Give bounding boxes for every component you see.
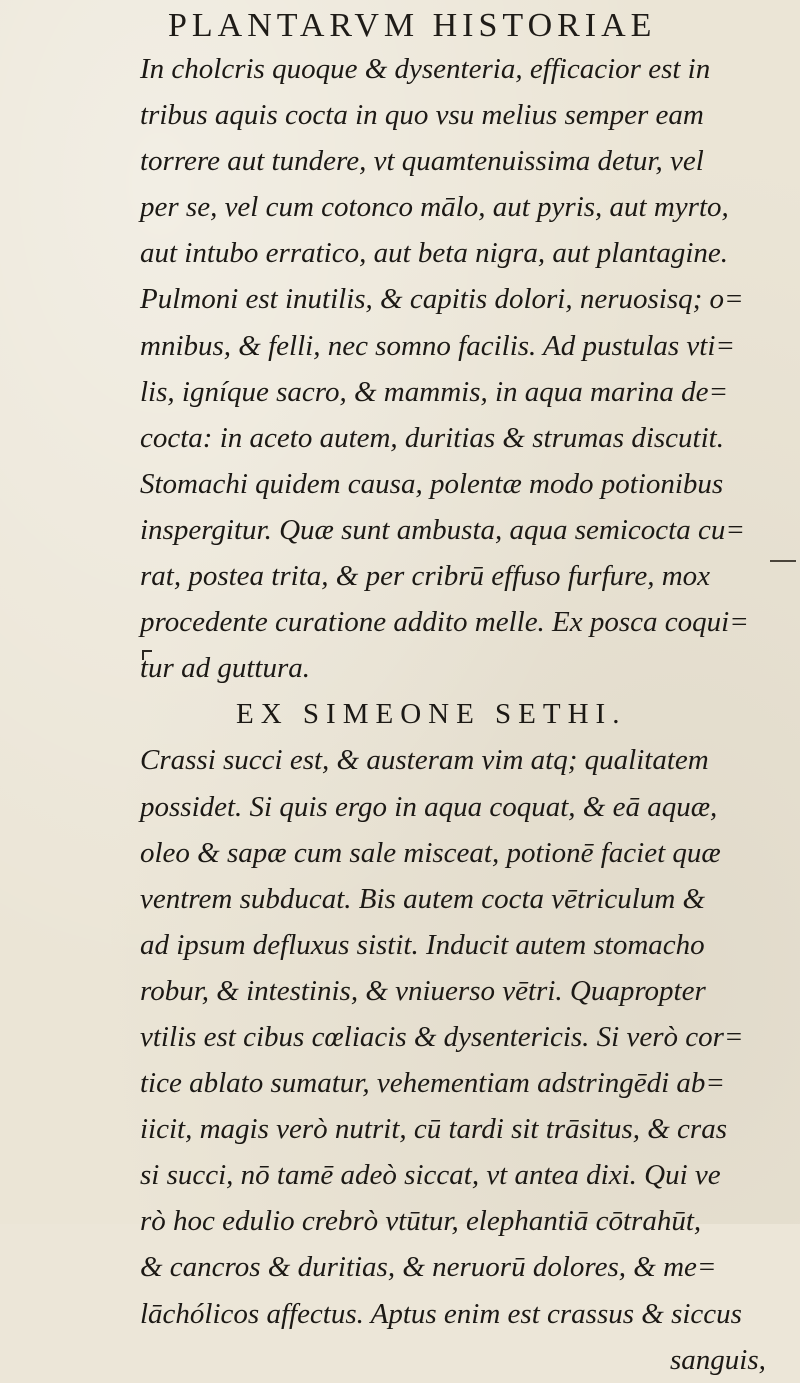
text-line: procedente curatione addito melle. Ex posca coqui= (140, 606, 749, 639)
text-line: rò hoc edulio crebrò vtūtur, elephantiā cōtrahūt, (140, 1205, 702, 1238)
text-line: Stomachi quidem causa, polentæ modo potionibus (140, 467, 724, 500)
text-line: lis, igníque sacro, & mammis, in aqua marina de= (140, 375, 729, 408)
text-block (140, 46, 800, 1383)
text-line: robur, & intestinis, & vniuerso vētri. Quapropter (140, 974, 706, 1007)
text-line: si succi, nō tamē adeò siccat, vt antea dixi. Qui ve (140, 1159, 721, 1192)
text-line: In cholcris quoque & dysenteria, efficacior est in (140, 53, 711, 85)
text-line: aut intubo erratico, aut beta nigra, aut plantagine. (140, 237, 729, 270)
text-line: Crassi succi est, & austeram vim atq; qualitatem (140, 744, 709, 777)
text-line: per se, vel cum cotonco mālo, aut pyris, aut myrto, (140, 191, 729, 224)
text-line: vtilis est cibus cœliacis & dysentericis. Si verò cor= (140, 1020, 744, 1053)
text-line: sanguis, (670, 1343, 766, 1376)
text-line: mnibus, & felli, nec somno facilis. Ad pustulas vti= (140, 329, 735, 362)
text-line: tribus aquis cocta in quo vsu melius semper eam (140, 99, 704, 132)
text-line: tice ablato sumatur, vehementiam adstringēdi ab= (140, 1067, 725, 1100)
text-line: & cancros & duritias, & neruorū dolores, & me= (140, 1251, 717, 1284)
paragraph-mark (142, 650, 152, 660)
text-line: Pulmoni est inutilis, & capitis dolori, neruosisq; o= (140, 283, 744, 316)
text-line: oleo & sapæ cum sale misceat, potionē faciet quæ (140, 836, 721, 869)
text-line: ad ipsum defluxus sistit. Inducit autem stomacho (140, 928, 705, 961)
text-line: lāchólicos affectus. Aptus enim est crassus & siccus (140, 1297, 742, 1330)
margin-stroke (770, 560, 796, 562)
text-line: tur ad guttura. (140, 652, 310, 685)
text-line: possidet. Si quis ergo in aqua coquat, & eā aquæ, (140, 790, 718, 823)
text-line: cocta: in aceto autem, duritias & strumas discutit. (140, 421, 724, 454)
text-line: rat, postea trita, & per cribrū effuso furfure, mox (140, 560, 711, 593)
text-line: iicit, magis verò nutrit, cū tardi sit trāsitus, & cras (140, 1113, 727, 1146)
text-line: inspergitur. Quæ sunt ambusta, aqua semicocta cu= (140, 513, 745, 546)
running-head: PLANTARVM HISTORIAE (168, 7, 657, 44)
text-line: torrere aut tundere, vt quamtenuissima detur, vel (140, 145, 704, 178)
section-heading: EX SIMEONE SETHI. (236, 698, 627, 731)
text-line: ventrem subducat. Bis autem cocta vētriculum & (140, 882, 706, 915)
